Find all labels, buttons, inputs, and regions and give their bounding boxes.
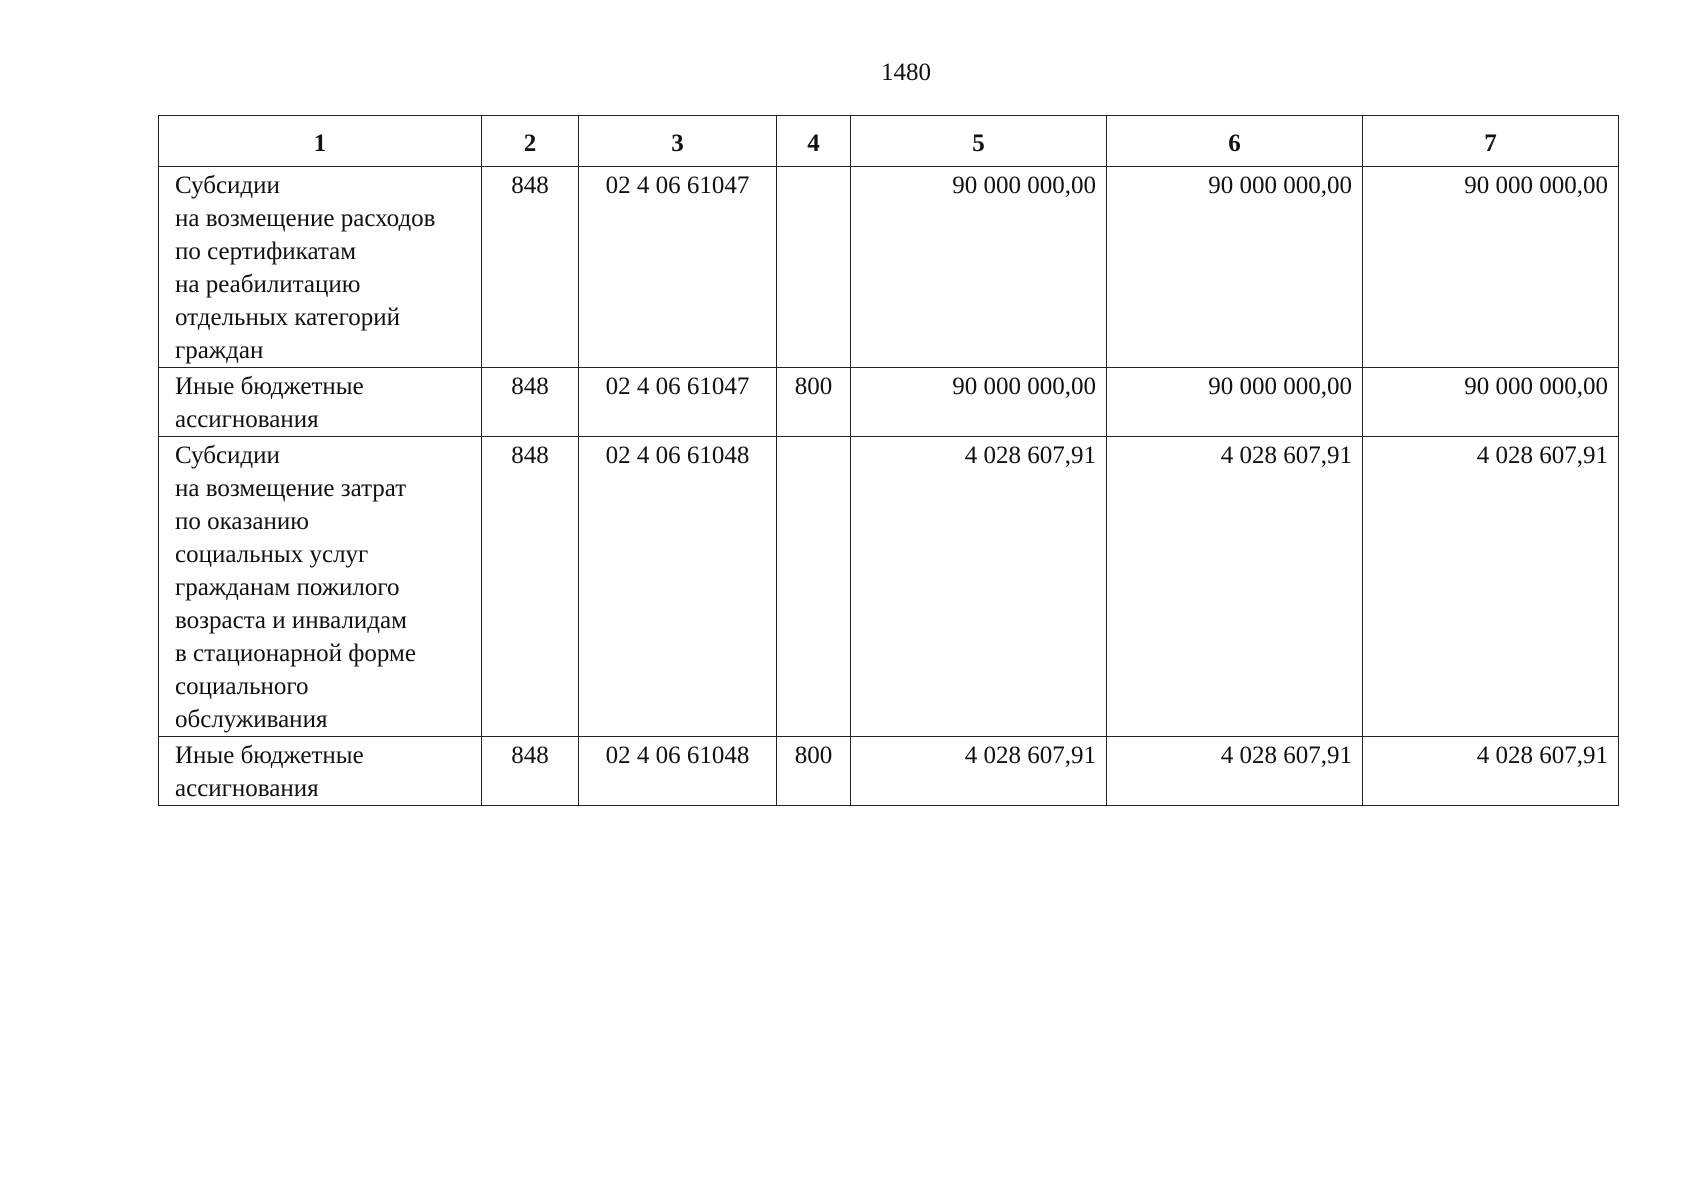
expense-type-cell — [777, 437, 851, 737]
row-name-line: Иные бюджетные — [175, 742, 364, 769]
amount-cell: 4 028 607,91 — [851, 737, 1107, 806]
column-header: 1 — [159, 116, 482, 167]
row-name-line: на возмещение расходов — [175, 205, 436, 232]
row-name-cell — [159, 437, 482, 737]
expense-type-cell — [777, 167, 851, 368]
table-row — [159, 437, 1619, 737]
row-name-line: гражданам пожилого — [175, 574, 400, 601]
page-number: 1480 — [881, 59, 931, 86]
table-row — [159, 167, 1619, 368]
row-name-line: на возмещение затрат — [175, 475, 407, 502]
ministry-code-cell: 848 — [482, 167, 579, 368]
amount-cell: 90 000 000,00 — [851, 368, 1107, 437]
amount-cell: 90 000 000,00 — [1363, 368, 1619, 437]
column-header: 7 — [1363, 116, 1619, 167]
table-row — [159, 737, 1619, 806]
amount-cell: 4 028 607,91 — [1363, 737, 1619, 806]
column-header: 6 — [1107, 116, 1363, 167]
column-header: 5 — [851, 116, 1107, 167]
column-header: 4 — [777, 116, 851, 167]
column-header: 2 — [482, 116, 579, 167]
row-name-line: граждан — [175, 337, 264, 364]
row-name-line: в стационарной форме — [175, 640, 416, 667]
amount-cell: 90 000 000,00 — [1107, 368, 1363, 437]
row-name-line: Субсидии — [175, 172, 280, 199]
row-name-cell — [159, 368, 482, 437]
row-name-line: ассигнования — [175, 775, 319, 802]
row-name-line: отдельных категорий — [175, 304, 401, 331]
ministry-code-cell: 848 — [482, 437, 579, 737]
row-name-cell — [159, 737, 482, 806]
amount-cell: 4 028 607,91 — [1107, 737, 1363, 806]
column-header: 3 — [579, 116, 777, 167]
row-name-cell — [159, 167, 482, 368]
amount-cell: 4 028 607,91 — [1107, 437, 1363, 737]
row-name-line: обслуживания — [175, 706, 328, 733]
amount-cell: 90 000 000,00 — [1107, 167, 1363, 368]
amount-cell: 4 028 607,91 — [851, 437, 1107, 737]
table-row — [159, 368, 1619, 437]
expense-type-cell: 800 — [777, 368, 851, 437]
ministry-code-cell: 848 — [482, 368, 579, 437]
amount-cell: 90 000 000,00 — [851, 167, 1107, 368]
row-name-line: по сертификатам — [175, 238, 357, 265]
target-article-cell: 02 4 06 61048 — [579, 737, 777, 806]
row-name-line: Субсидии — [175, 442, 280, 469]
budget-table — [158, 115, 1619, 806]
row-name-line: социальных услуг — [175, 541, 369, 568]
amount-cell: 4 028 607,91 — [1363, 437, 1619, 737]
target-article-cell: 02 4 06 61047 — [579, 167, 777, 368]
row-name-line: на реабилитацию — [175, 271, 361, 298]
row-name-line: ассигнования — [175, 406, 319, 433]
row-name-line: по оказанию — [175, 508, 309, 535]
target-article-cell: 02 4 06 61047 — [579, 368, 777, 437]
target-article-cell: 02 4 06 61048 — [579, 437, 777, 737]
amount-cell: 90 000 000,00 — [1363, 167, 1619, 368]
expense-type-cell: 800 — [777, 737, 851, 806]
row-name-line: социального — [175, 673, 309, 700]
row-name-line: Иные бюджетные — [175, 373, 364, 400]
row-name-line: возраста и инвалидам — [175, 607, 407, 634]
ministry-code-cell: 848 — [482, 737, 579, 806]
table-header-row — [159, 116, 1619, 167]
